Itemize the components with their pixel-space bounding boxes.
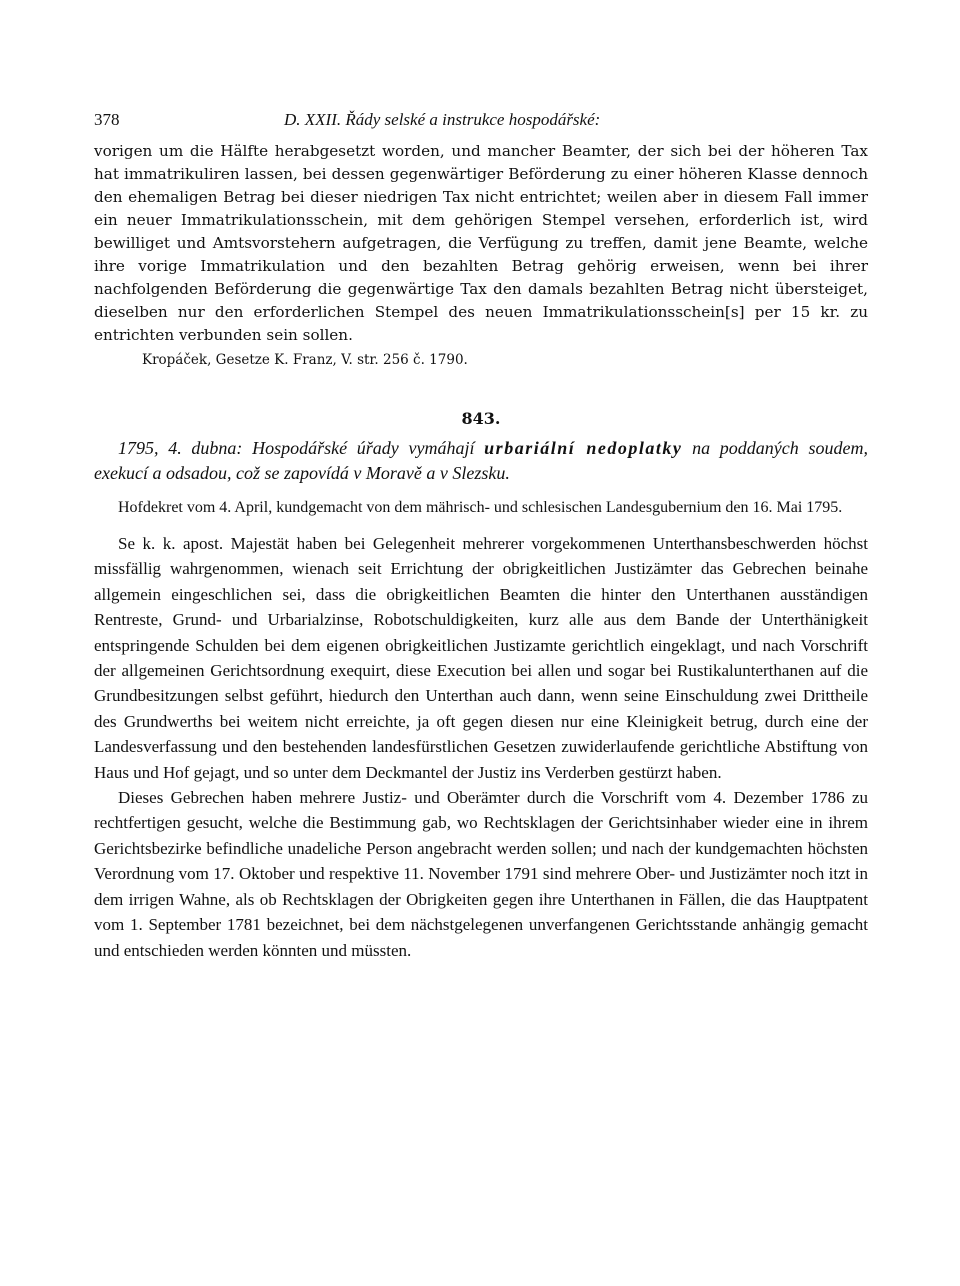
source-citation: Kropáček, Gesetze K. Franz, V. str. 256 č. 1790. — [142, 352, 468, 368]
document-regest — [94, 436, 868, 486]
document-number: 843. — [461, 409, 501, 428]
page-header — [94, 110, 868, 140]
running-head: D. XXII. Řády selské a instrukce hospodářské: — [284, 110, 601, 129]
regest-rest: na poddaných soudem, exekucí a odsadou, což se zapovídá v Moravě a v Slezsku. — [94, 438, 868, 483]
body-paragraph-2: Dieses Gebrechen haben mehrere Justiz- und Oberämter durch die Vorschrift vom 4. Dezember 1786 zu rechtfertigen gesucht, welche die Bestimmung gab, wo Rechtsklagen der Gerichtsinhaber wieder eine in ihrem Gerichtsbezirke befindliche unadeliche Person angebracht werden sollen; und nach der kundgemachten höchsten Verordnung vom 17. Oktober und respektive 11. November 1791 sind mehrere Ober- und Justizämter noch itzt in dem irrigen Wahne, als ob Rechtsklagen der Obrigkeiten gegen ihre Unterthanen in Fällen, die das Hauptpatent vom 1. September 1781 bezeichnet, bei dem nächstgelegenen unverfangenen Gerichtsstande anhängig gemacht und entschieden werden könnten und müssten. — [94, 788, 868, 960]
continuation-paragraph: vorigen um die Hälfte herabgesetzt worden, und mancher Beamter, der sich bei der höheren Tax hat immatrikuliren lassen, bei dessen gegenwärtiger Beförderung zu einer höheren Klasse dennoch den ehemaligen Betrag bei dieser niedrigen Tax nicht entrichtet; weilen aber in diesem Fall immer ein neuer Immatrikulationsschein, mit dem gehörigen Stempel versehen, erforderlich ist, wird bewilliget und Amtsvorstehern aufgetragen, die Verfügung zu treffen, damit jene Beamte, welche ihre vorige Immatrikulation und den bezahlten Betrag gehörig erweisen, wenn bei ihrer nachfolgenden Beförderung die gegenwärtige Tax den damals bezahlten Betrag nicht übersteiget, dieselben nur den erforderlichen Stempel des neuen Immatrikulationsschein[s] per 15 kr. zu entrichten verbunden sein sollen. — [94, 142, 868, 344]
decree-info: Hofdekret vom 4. April, kundgemacht von dem mährisch- und schlesischen Landesgubernium den 16. Mai 1795. — [118, 499, 843, 516]
regest-keyword: urbariální nedoplatky — [484, 438, 683, 458]
body-paragraph-1: Se k. k. apost. Majestät haben bei Gelegenheit mehrerer vorgekommenen Unterthansbeschwerden höchst missfällig wahrgenommen, wienach seit Errichtung der obrigkeitlichen Justizämter das Gebrechen beinahe allgemein eingeschlichen sei, dass die obrigkeitlichen Beamten die hinter den Unterthanen ausständigen Rentreste, Grund- und Urbarialzinse, Robotschuldigkeiten, kurz alle aus dem Bande der Unterthänigkeit entspringende Schulden bei dem eigenen obrigkeitlichen Justizamte gerichtlich eingeklagt, und nach Vorschrift der allgemeinen Gerichtsordnung exequirt, diese Execution bei allen und sogar bei Rustikalunterthanen auf die Grundbesitzungen selbst geführt, hiedurch den Unterthan auch dann, wenn seine Einschuldung zwei Drittheile des Grundwerths bei weitem nicht erreichte, ja oft gegen diesen nur eine Kleinigkeit betrug, durch eine der Landesverfassung und den bestehenden landesfürstlichen Gesetzen zuwiderlaufende gerichtliche Abstiftung von Haus und Hof gejagt, und so unter dem Deckmantel der Justiz ins Verderben gestürzt haben. — [94, 534, 868, 782]
page-number: 378 — [94, 110, 120, 129]
regest-intro: 1795, 4. dubna: Hospodářské úřady vymáhají — [118, 438, 475, 458]
